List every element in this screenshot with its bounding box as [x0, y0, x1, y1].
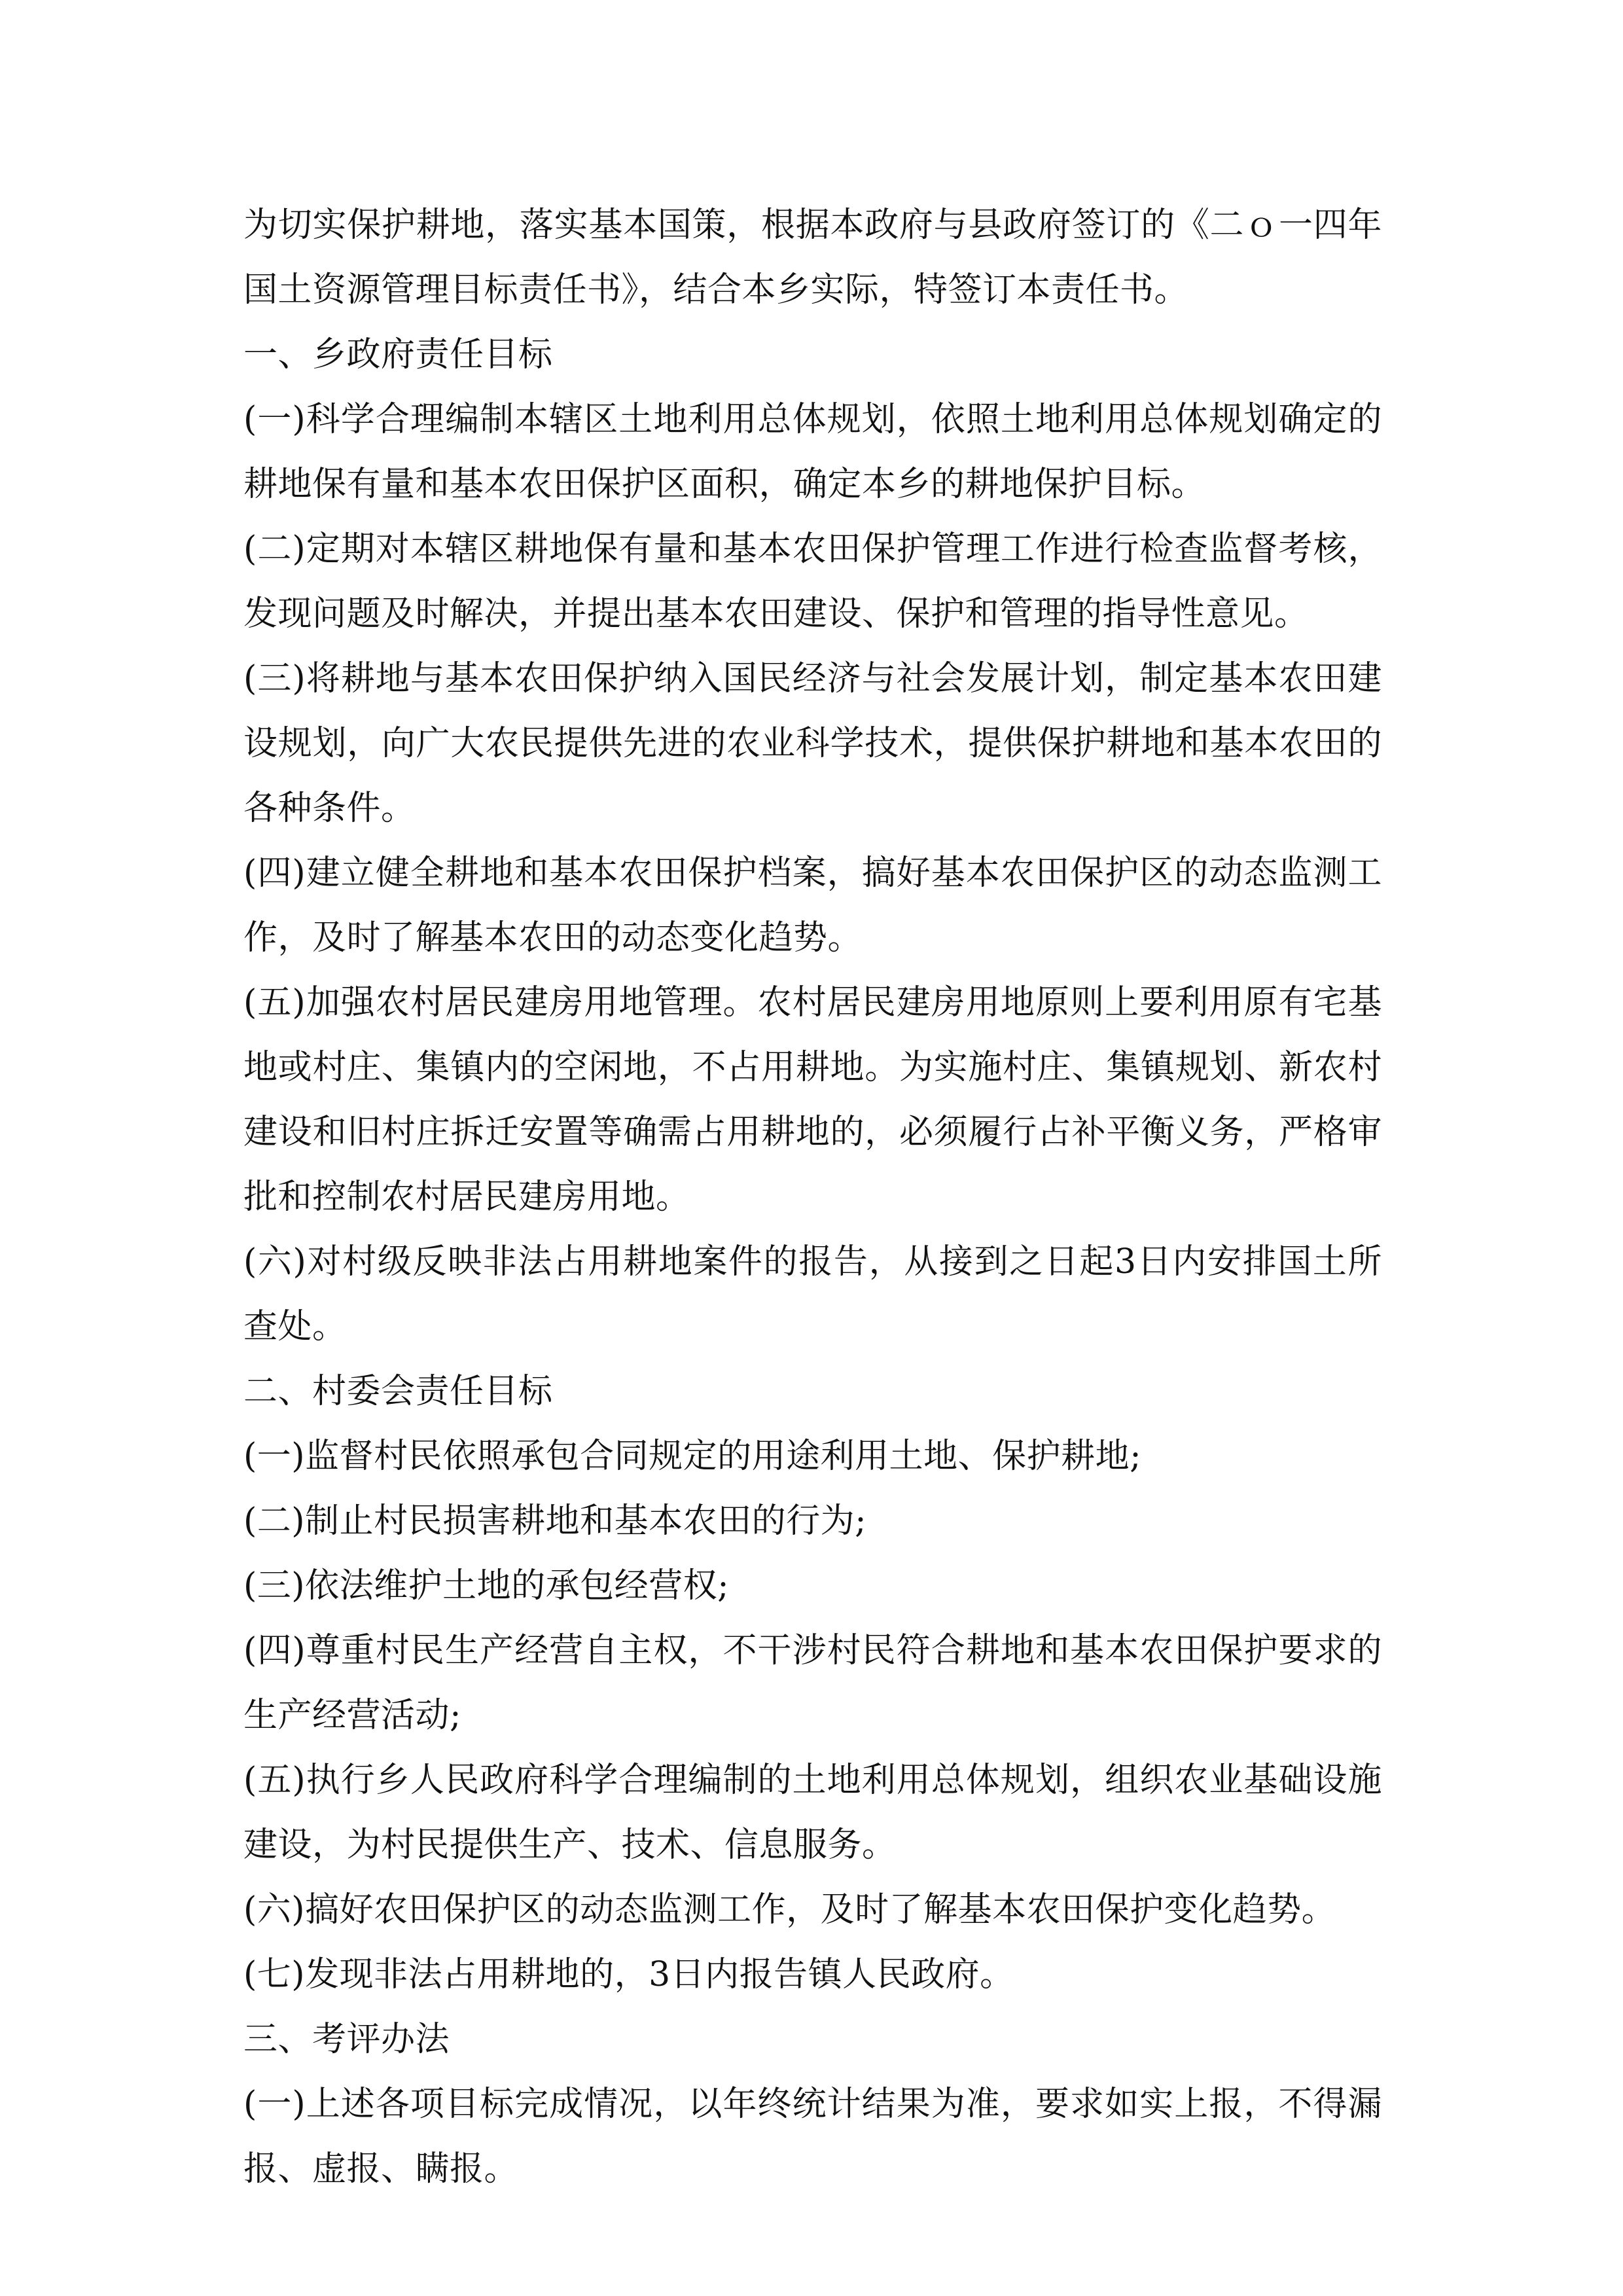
village-item-6: (六)搞好农田保护区的动态监测工作，及时了解基本农田保护变化趋势。 — [243, 1890, 1336, 1929]
township-item-3: (三)将耕地与基本农田保护纳入国民经济与社会发展计划，制定基本农田建设规划，向广大农民提供先进的农业科学技术，提供保护耕地和基本农田的各种条件。 — [243, 659, 1382, 828]
section-heading-village-goals: 二、村委会责任目标 — [243, 1372, 553, 1411]
section-heading-township-goals: 一、乡政府责任目标 — [243, 335, 553, 374]
section-heading-evaluation: 三、考评办法 — [243, 2020, 450, 2059]
township-item-5: (五)加强农村居民建房用地管理。农村居民建房用地原则上要利用原有宅基地或村庄、集镇内的空闲地，不占用耕地。为实施村庄、集镇规划、新农村建设和旧村庄拆迁安置等确需占用耕地的，必须履行占补平衡义务，严格审批和控制农村居民建房用地。 — [243, 983, 1382, 1217]
township-item-1: (一)科学合理编制本辖区土地利用总体规划，依照土地利用总体规划确定的耕地保有量和基本农田保护区面积，确定本乡的耕地保护目标。 — [243, 400, 1382, 504]
township-item-4: (四)建立健全耕地和基本农田保护档案，搞好基本农田保护区的动态监测工作，及时了解基本农田的动态变化趋势。 — [243, 853, 1382, 958]
township-item-6: (六)对村级反映非法占用耕地案件的报告，从接到之日起3日内安排国土所查处。 — [243, 1242, 1382, 1346]
village-item-1: (一)监督村民依照承包合同规定的用途利用土地、保护耕地; — [243, 1437, 1142, 1476]
document-body — [243, 193, 1382, 2202]
village-item-4: (四)尊重村民生产经营自主权，不干涉村民符合耕地和基本农田保护要求的生产经营活动; — [243, 1631, 1382, 1735]
village-item-3: (三)依法维护土地的承包经营权; — [243, 1566, 730, 1605]
intro-paragraph: 为切实保护耕地，落实基本国策，根据本政府与县政府签订的《二ｏ一四年国土资源管理目标责任书》，结合本乡实际，特签订本责任书。 — [243, 206, 1382, 310]
village-item-5: (五)执行乡人民政府科学合理编制的土地利用总体规划，组织农业基础设施建设，为村民提供生产、技术、信息服务。 — [243, 1761, 1382, 1865]
village-item-2: (二)制止村民损害耕地和基本农田的行为; — [243, 1501, 867, 1541]
evaluation-item-1: (一)上述各项目标完成情况，以年终统计结果为准，要求如实上报，不得漏报、虚报、瞒报。 — [243, 2085, 1382, 2189]
village-item-7: (七)发现非法占用耕地的，3日内报告镇人民政府。 — [243, 1955, 1014, 1994]
township-item-2: (二)定期对本辖区耕地保有量和基本农田保护管理工作进行检查监督考核，发现问题及时解决，并提出基本农田建设、保护和管理的指导性意见。 — [243, 529, 1382, 634]
